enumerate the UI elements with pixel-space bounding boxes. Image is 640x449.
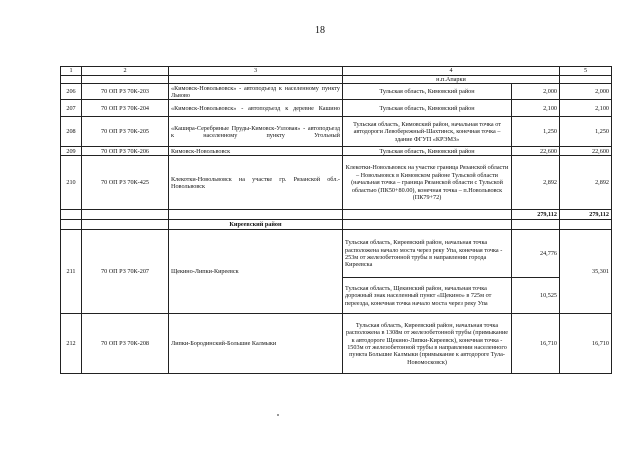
road-length: 24,776 (512, 230, 560, 278)
table-row (61, 84, 612, 100)
road-code: 70 ОП РЗ 70К-425 (82, 156, 169, 210)
section-title: Киреевский район (169, 220, 343, 230)
table-row (61, 100, 612, 117)
header-cell-3: 3 (169, 67, 343, 76)
road-total: 2,892 (560, 156, 612, 210)
road-location: Тульская область, Кимовский район (343, 84, 512, 100)
subtotal-total: 279,112 (560, 210, 612, 220)
row-number: 206 (61, 84, 82, 100)
road-location: Тульская область, Кимовский район, начальная точка от автодороги Левобережный-Шахтинск, конечная точка – здание ФГУП «КРЭМЗ» (343, 117, 512, 147)
road-location: Тульская область, Щекинский район, начальная точка дорожный знак населенный пункт «Щекино» в 725м от переезда, конечная точка начало моста через реку Упа (343, 278, 512, 314)
road-code: 70 ОП РЗ 70К-204 (82, 100, 169, 117)
row-number: 210 (61, 156, 82, 210)
road-length: 1,250 (512, 117, 560, 147)
header-cell-5: 5 (560, 67, 612, 76)
road-code: 70 ОП РЗ 70К-203 (82, 84, 169, 100)
table-row (61, 314, 612, 374)
road-length: 2,000 (512, 84, 560, 100)
road-name: «Кимовск-Новольвовск» - автоподъезд к населенному пункту Львово (169, 84, 343, 100)
row-number: 208 (61, 117, 82, 147)
page-number: 18 (315, 25, 325, 36)
road-total: 2,100 (560, 100, 612, 117)
road-name: Клекотки-Новольвовск на участке гр. Рязанской обл.-Новольвовск (169, 156, 343, 210)
table-row (61, 117, 612, 147)
table-row (61, 147, 612, 156)
row-number: 207 (61, 100, 82, 117)
road-code: 70 ОП РЗ 70К-207 (82, 230, 169, 314)
header-cell-4: 4 (343, 67, 560, 76)
road-length: 10,525 (512, 278, 560, 314)
road-total: 16,710 (560, 314, 612, 374)
road-location: Тульская область, Кимовский район (343, 100, 512, 117)
road-location: Клекотки-Новольвовск на участке граница Рязанской области – Новольвовск в Кимовском районе Тульской области (начальная точка – граница Рязанской области с Тульской областью (ПК50+80.00), конечная точка – п.Новольвовск (ПК79+72) (343, 156, 512, 210)
header-cell-1: 1 (61, 67, 82, 76)
roads-table (60, 66, 612, 374)
scan-artifact (277, 414, 279, 416)
row-number: 212 (61, 314, 82, 374)
road-length: 16,710 (512, 314, 560, 374)
road-location: Тульская область, Кимовский район (343, 147, 512, 156)
road-length: 22,600 (512, 147, 560, 156)
road-name: Щекино-Липки-Киреевск (169, 230, 343, 314)
road-name: «Кимовск-Новольвовск» - автоподъезд к деревне Кашино (169, 100, 343, 117)
table-row (61, 156, 612, 210)
subheader-row (61, 76, 612, 84)
settlement-label: н.п.Апарки (343, 76, 560, 84)
road-length: 2,892 (512, 156, 560, 210)
section-row (61, 220, 612, 230)
road-code: 70 ОП РЗ 70К-208 (82, 314, 169, 374)
subtotal-row (61, 210, 612, 220)
row-number: 209 (61, 147, 82, 156)
road-name: «Кашира-Серебряные Пруды-Кимовск-Узловая» - автоподъезд к населенному пункту Угольный (169, 117, 343, 147)
road-code: 70 ОП РЗ 70К-206 (82, 147, 169, 156)
road-length: 2,100 (512, 100, 560, 117)
road-code: 70 ОП РЗ 70К-205 (82, 117, 169, 147)
road-name: Липки-Бородинский-Большие Калмыки (169, 314, 343, 374)
table-row (61, 230, 612, 278)
road-total: 2,000 (560, 84, 612, 100)
subtotal-length: 279,112 (512, 210, 560, 220)
header-row (61, 67, 612, 76)
road-name: Кимовск-Новольвовск (169, 147, 343, 156)
road-total: 22,600 (560, 147, 612, 156)
road-total: 1,250 (560, 117, 612, 147)
road-location: Тульская область, Киреевский район, начальная точка расположена начало моста через реку Упа, конечная точка - 253м от железобетонной трубы в направлении города Киреевска (343, 230, 512, 278)
road-location: Тульская область, Киреевский район, начальная точка расположена в 1308м от железобетонной трубы (примыкание к автодороге Щекино-Липки-Киреевск), конечная точка - 1503м от железобетонной трубы в направлении населенного пункта Большие Калмыки (примыкание к автодороге Тула-Новомосковск) (343, 314, 512, 374)
row-number: 211 (61, 230, 82, 314)
road-total: 35,301 (560, 230, 612, 314)
header-cell-2: 2 (82, 67, 169, 76)
